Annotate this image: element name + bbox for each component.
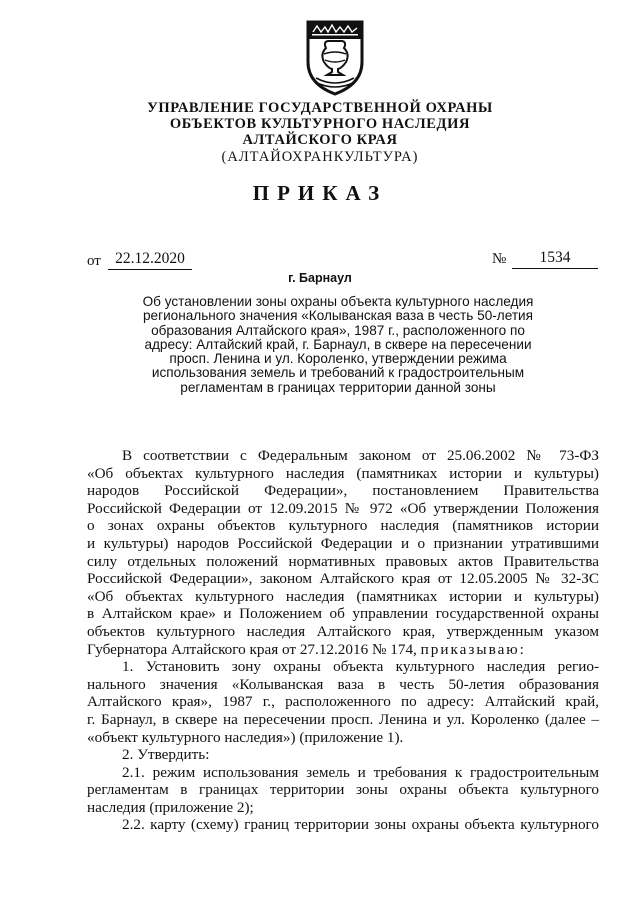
subject-line: Об установлении зоны охраны объекта культурного наследия — [142, 294, 534, 309]
body-line: «Об объектах культурного наследия (памятниках истории и культуры) — [87, 464, 599, 482]
document-city: г. Барнаул — [288, 271, 352, 285]
order-word: приказываю: — [420, 640, 526, 658]
agency-name-line-3: АЛТАЙСКОГО КРАЯ — [242, 132, 398, 148]
document-body — [87, 447, 599, 834]
body-line: В соответствии с Федеральным законом от 25.06.2002 № 73-ФЗ — [122, 447, 599, 464]
item-1-line: Алтайского края», 1987 г., расположенного по адресу: Алтайский край, — [87, 693, 599, 711]
item-1-line: нального значения «Колыванская ваза в честь 50-летия образования — [87, 675, 599, 693]
item-1-line: г. Барнаул, в сквере на пересечении просп. Ленина и ул. Короленко (далее – — [87, 710, 599, 728]
subject-line: образования Алтайского края», 1987 г., расположенного по — [151, 322, 525, 338]
subject-line: регионального значения «Колыванская ваза в честь 50-летия — [142, 308, 534, 324]
preamble-last: Губернатора Алтайского края от 27.12.2016 № 174, — [87, 640, 417, 658]
agency-short-name: (АЛТАЙОХРАНКУЛЬТУРА) — [221, 149, 419, 165]
body-line: Российской Федерации», законом Алтайского края от 12.05.2005 № 32-ЗС — [87, 570, 599, 588]
item-2-1-line: регламентам в границах территории зоны охраны объекта культурного — [87, 781, 599, 799]
body-line: объектов культурного наследия Алтайского края, утвержденным указом — [87, 622, 599, 640]
item-1-line: «объект культурного наследия») (приложение 1). — [87, 728, 404, 746]
document-date: 22.12.2020 — [108, 250, 192, 270]
body-line: и культуры) народов Российской Федерации и о признании утратившими — [87, 534, 599, 552]
item-1-line: 1. Установить зону охраны объекта культурного наследия регио- — [122, 658, 599, 676]
body-line: о зонах охраны объектов культурного наследия (памятников истории — [87, 517, 599, 535]
body-line: в Алтайском крае» и Положением об управлении государственной охраны — [87, 605, 599, 623]
agency-name-line-1: УПРАВЛЕНИЕ ГОСУДАРСТВЕННОЙ ОХРАНЫ — [147, 100, 493, 116]
body-line — [87, 641, 599, 659]
document-subject — [118, 295, 558, 395]
item-2-1-line: наследия (приложение 2); — [87, 798, 254, 816]
coat-of-arms-emblem — [302, 18, 368, 98]
item-2-1-line: 2.1. режим использования земель и требования к градостроительным — [122, 763, 599, 781]
document-title: ПРИКАЗ — [252, 181, 388, 205]
subject-line: адресу: Алтайский край, г. Барнаул, в сквере на пересечении — [144, 336, 532, 352]
subject-line: просп. Ленина и ул. Короленко, утверждении режима — [169, 351, 507, 367]
item-2: 2. Утвердить: — [122, 746, 210, 764]
subject-line: регламентам в границах территории данной зоны — [180, 379, 496, 395]
item-2-2-line: 2.2. карту (схему) границ территории зоны охраны объекта культурного — [122, 816, 599, 834]
body-line: силу отдельных положений нормативных правовых актов Правительства — [87, 552, 599, 570]
agency-name-line-2: ОБЪЕКТОВ КУЛЬТУРНОГО НАСЛЕДИЯ — [169, 116, 471, 132]
body-line: Российской Федерации от 12.09.2015 № 972 «Об утверждении Положения — [87, 499, 599, 517]
body-line: «Об объектах культурного наследия (памятниках истории и культуры) — [87, 587, 599, 605]
document-number: 1534 — [512, 249, 598, 269]
subject-line: использования земель и требований к градостроительным — [151, 365, 525, 381]
number-label: № — [492, 251, 507, 267]
body-line: народов Российской Федерации», постановлением Правительства — [87, 482, 599, 500]
date-label: от — [87, 253, 101, 269]
